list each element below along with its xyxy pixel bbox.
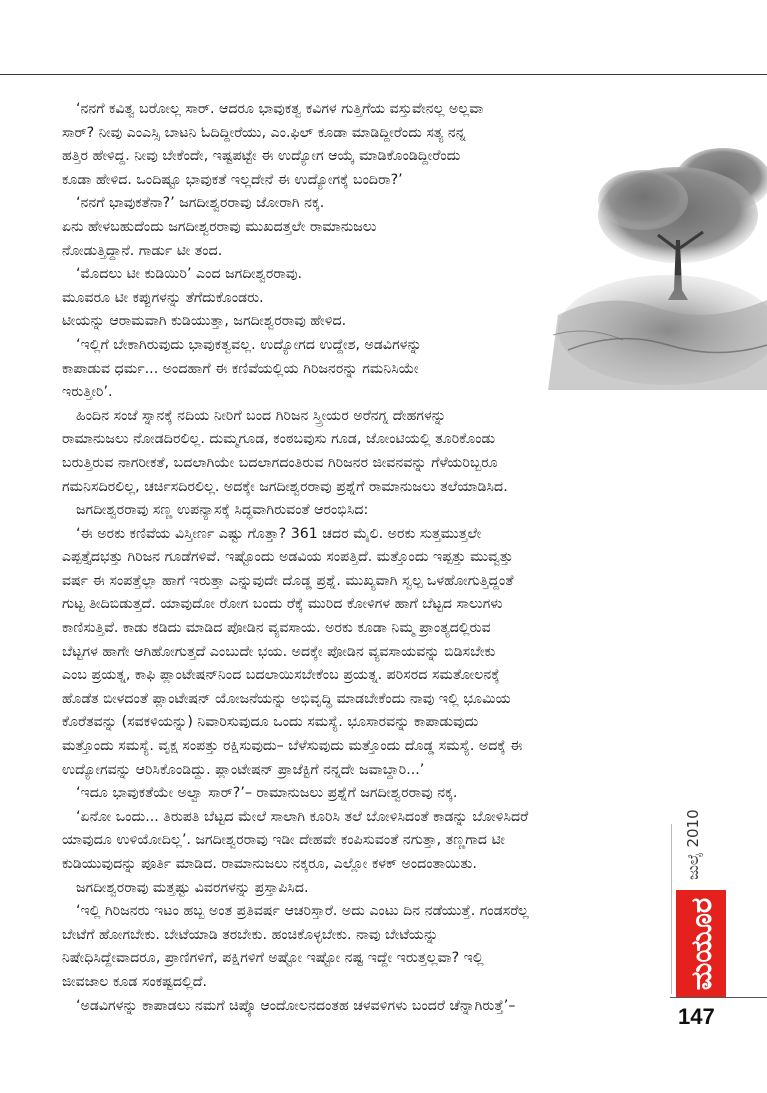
article-line: ಕಾಪಾಡುವ ಧರ್ಮ... ಅಂದಹಾಗೆ ಈ ಕಣಿವೆಯಲ್ಲಿಯ ಗಿರಿಜನರನ್ನು ಗಮನಿಸಿಯೇ — [62, 360, 419, 377]
article-line: ಹೊಡೆತ ಬೀಳದಂತೆ ಪ್ಲಾಂಟೇಷನ್ ಯೋಜನೆಯನ್ನು ಅಭಿವೃದ್ಧಿ ಮಾಡಬೇಕೆಂದು ನಾವು ಇಲ್ಲಿ ಭೂಮಿಯ — [62, 690, 511, 707]
article-line: ಹಿಂದಿನ ಸಂಜೆ ಸ್ನಾನಕ್ಕೆ ನದಿಯ ನೀರಿಗೆ ಬಂದ ಗಿರಿಜನ ಸ್ತ್ರೀಯರ ಅರೆನಗ್ನ ದೇಹಗಳನ್ನು — [76, 407, 447, 424]
page-number: 147 — [678, 1004, 715, 1029]
magazine-masthead: ಮಯೂರ — [676, 890, 726, 998]
article-line: ವರ್ಷ ಈ ಸಂಪತ್ತೆಲ್ಲಾ ಹಾಗೆ ಇರುತ್ತಾ ಎನ್ನುವುದೇ ದೊಡ್ಡ ಪ್ರಶ್ನೆ. ಮುಖ್ಯವಾಗಿ ಸ್ವಲ್ಪ ಒಳಹೋಗುತ್ತಿದ್ದಂತೆ — [62, 572, 514, 589]
article-line: ‘ಈ ಅರಕು ಕಣಿವೆಯ ವಿಸ್ತೀರ್ಣ ಎಷ್ಟು ಗೊತ್ತಾ? 361 ಚದರ ಮೈಲಿ. ಅರಕು ಸುತ್ತಮುತ್ತಲೇ — [76, 525, 482, 542]
article-line: ಹತ್ತಿರ ಹೇಳಿದ್ದ. ನೀವು ಬೇಕೆಂದೇ, ಇಷ್ಟಪಟ್ಟೇ ಈ ಉದ್ಯೋಗ ಆಯ್ಕೆ ಮಾಡಿಕೊಂಡಿದ್ದೀರೆಂದು — [62, 148, 461, 165]
top-rule — [0, 74, 767, 75]
article-line: ‘ಇದೂ ಭಾವುಕತೆಯೇ ಅಲ್ವಾ ಸಾರ್?’– ರಾಮಾನುಜಲು ಪ್ರಶ್ನೆಗೆ ಜಗದೀಶ್ವರರಾವು ನಕ್ಕ. — [76, 785, 458, 802]
article-line: ಟೀಯನ್ನು ಆರಾಮವಾಗಿ ಕುಡಿಯುತ್ತಾ, ಜಗದೀಶ್ವರರಾವು ಹೇಳಿದ. — [62, 313, 347, 330]
article-line: ಸಾರ್? ನೀವು ಎಂಎಸ್ಸಿ ಬಾಟನಿ ಓದಿದ್ದೀರೆಯು, ಎಂ.ಫಿಲ್ ಕೂಡಾ ಮಾಡಿದ್ದೀರೆಂದು ಸತ್ಯ ನನ್ನ — [62, 124, 466, 141]
article-line: ಮೂವರೂ ಟೀ ಕಪ್ಪುಗಳನ್ನು ತೆಗೆದುಕೊಂಡರು. — [62, 289, 264, 306]
article-line: ಇರುತ್ತೀರಿ’. — [62, 384, 113, 401]
article-line: ‘ಮೊದಲು ಟೀ ಕುಡಿಯಿರಿ’ ಎಂದ ಜಗದೀಶ್ವರರಾವು. — [76, 266, 302, 283]
article-line: ಕೂಡಾ ಹೇಳಿದ. ಒಂದಿಷ್ಟೂ ಭಾವುಕತೆ ಇಲ್ಲದೇನೆ ಈ ಉದ್ಯೋಗಕ್ಕೆ ಬಂದಿರಾ?’ — [62, 171, 403, 188]
article-line: ಗಮನಿಸದಿರಲಿಲ್ಲ, ಚರ್ಚಿಸದಿರಲಿಲ್ಲ. ಅದಕ್ಕೇ ಜಗದೀಶ್ವರರಾವು ಪ್ರಶ್ನೆಗೆ ರಾಮಾನುಜಲು ತಲೆಯಾಡಿಸಿದ. — [62, 478, 508, 495]
article-line: ‘ಇಲ್ಲಿ ಗಿರಿಜನರು ಇಟಂ ಹಬ್ಬ ಅಂತ ಪ್ರತಿವರ್ಷ ಆಚರಿಸ್ತಾರೆ. ಅದು ಎಂಟು ದಿನ ನಡೆಯುತ್ತೆ. ಗಂಡಸರೆಲ್ಲ — [76, 903, 529, 920]
article-line: ಕೊರೆತವನ್ನು (ಸವಕಳಿಯನ್ನು) ನಿವಾರಿಸುವುದೂ ಒಂದು ಸಮಸ್ಯೆ. ಭೂಸಾರವನ್ನು ಕಾಪಾಡುವುದು — [62, 714, 479, 731]
article-line: ಕುಡಿಯುವುದನ್ನು ಪೂರ್ತಿ ಮಾಡಿದ. ರಾಮಾನುಜಲು ನಕ್ಕರೂ, ಎಲ್ಲೋ ಕಳಕ್ ಅಂದಂತಾಯಿತು. — [62, 856, 477, 872]
article-body — [62, 98, 662, 1018]
article-line: ಏನು ಹೇಳಬಹುದೆಂದು ಜಗದೀಶ್ವರರಾವು ಮುಖದತ್ತಲೇ ರಾಮಾನುಜಲು — [62, 218, 377, 235]
article-line: ನಿಷೇಧಿಸಿದ್ದೇವಾದರೂ, ಪ್ರಾಣಿಗಳಿಗೆ, ಪಕ್ಷಿಗಳಿಗೆ ಅಷ್ಟೋ ಇಷ್ಟೋ ನಷ್ಟ ಇದ್ದೇ ಇರುತ್ತಲ್ಲವಾ? ಇಲ್ಲಿ — [62, 950, 484, 967]
article-line: ಗುಟ್ಟ ತೀದಿಬಿಡುತ್ತದೆ. ಯಾವುದೋ ರೋಗ ಬಂದು ರೆಕ್ಕೆ ಮುರಿದ ಕೋಳಿಗಳ ಹಾಗೆ ಬೆಟ್ಟದ ಸಾಲುಗಳು — [62, 596, 503, 613]
article-line: ನೋಡುತ್ತಿದ್ದಾನೆ. ಗಾರ್ಡು ಟೀ ತಂದ. — [62, 242, 223, 259]
article-line: ಬೆಟ್ಟಗಳ ಹಾಗೇ ಆಗಿಹೋಗುತ್ತದೆ ಎಂಬುದೇ ಭಯ. ಅದಕ್ಕೇ ಪೋಡಿನ ವ್ಯವಸಾಯವನ್ನು ಬಿಡಿಸಬೇಕು — [62, 643, 496, 660]
article-line: ಜಗದೀಶ್ವರರಾವು ಮತ್ತಷ್ಟು ವಿವರಗಳನ್ನು ಪ್ರಸ್ತಾಪಿಸಿದ. — [76, 879, 309, 896]
article-line: ಉದ್ಯೋಗವನ್ನು ಆರಿಸಿಕೊಂಡಿದ್ದು. ಪ್ಲಾಂಟೇಷನ್ ಪ್ರಾಜೆಕ್ಟಿಗೆ ನನ್ನದೇ ಜವಾಬ್ದಾರಿ...’ — [62, 761, 425, 778]
article-line: ರಾಮಾನುಜಲು ನೋಡದಿರಲಿಲ್ಲ. ದುಮ್ಮಗೂಡ, ಕಂಠಬವುಸು ಗೂಡ, ಜೋಂಟಿಯಲ್ಲಿ ತೂರಿಕೊಂಡು — [62, 431, 496, 448]
footer-rule — [670, 997, 767, 998]
article-line: ಬರುತ್ತಿರುವ ನಾಗರೀಕತೆ, ಬದಲಾಗಿಯೇ ಬದಲಾಗದಂತಿರುವ ಗಿರಿಜನರ ಜೀವನವನ್ನು ಗೆಳೆಯರಿಬ್ಬರೂ — [62, 454, 498, 471]
article-line: ಮತ್ತೊಂದು ಸಮಸ್ಯೆ. ವೃಕ್ಷ ಸಂಪತ್ತು ರಕ್ಷಿಸುವುದು– ಬೆಳೆಸುವುದು ಮತ್ತೊಂದು ದೊಡ್ಡ ಸಮಸ್ಯೆ. ಅದಕ್ಕೆ ಈ — [62, 738, 523, 755]
article-line: ‘ಇಲ್ಲಿಗೆ ಬೇಕಾಗಿರುವುದು ಭಾವುಕತ್ವವಲ್ಲ. ಉದ್ಯೋಗದ ಉದ್ದೇಶ, ಅಡವಿಗಳನ್ನು — [76, 336, 422, 353]
side-rule — [671, 824, 672, 994]
article-line: ಕಾಣಿಸುತ್ತಿವೆ. ಕಾಡು ಕಡಿದು ಮಾಡಿದ ಪೋಡಿನ ವ್ಯವಸಾಯ. ಅರಕು ಕೂಡಾ ನಿಮ್ಮ ಪ್ರಾಂತ್ಯದಲ್ಲಿರುವ — [62, 620, 491, 637]
article-line: ಜೀವಜಾಲ ಕೂಡ ಸಂಕಷ್ಟದಲ್ಲಿದೆ. — [62, 973, 207, 990]
article-line: ‘ಅಡವಿಗಳನ್ನು ಕಾಪಾಡಲು ನಮಗೆ ಚಿಪ್ಕೊ ಆಂದೋಲನದಂತಹ ಚಳವಳಿಗಳು ಬಂದರೆ ಚೆನ್ನಾಗಿರುತ್ತೆ’– — [76, 997, 516, 1014]
article-line: ‘ನನಗೆ ಕವಿತ್ವ ಬರೋಲ್ಲ ಸಾರ್. ಆದರೂ ಭಾವುಕತ್ವ ಕವಿಗಳ ಗುತ್ತಿಗೆಯ ವಸ್ತುವೇನಲ್ಲ ಅಲ್ಲವಾ — [76, 101, 484, 117]
article-line: ‘ಏನೋ ಒಂದು... ತಿರುಪತಿ ಬೆಟ್ಟದ ಮೇಲೆ ಸಾಲಾಗಿ ಕೂರಿಸಿ ತಲೆ ಬೋಳಿಸಿದಂತೆ ಕಾಡನ್ನು ಬೋಳಿಸಿದರೆ — [76, 808, 529, 825]
article-line: ಎಂಬ ಪ್ರಯತ್ನ, ಕಾಫಿ ಪ್ಲಾಂಟೇಷನ್‌ನಿಂದ ಬದಲಾಯಿಸಬೇಕೆಂಬ ಪ್ರಯತ್ನ. ಪರಿಸರದ ಸಮತೋಲನಕ್ಕೆ — [62, 667, 500, 684]
issue-date: ಜುಲೈ 2010 — [684, 809, 702, 880]
article-line: ಬೇಟೆಗೆ ಹೋಗಬೇಕು. ಬೇಟೆಯಾಡಿ ತರಬೇಕು. ಹಂಚಿಕೊಳ್ಳಬೇಕು. ನಾವು ಬೇಟೆಯನ್ನು — [62, 926, 439, 943]
article-line: ‘ನನಗೆ ಭಾವುಕತೆನಾ?’ ಜಗದೀಶ್ವರರಾವು ಜೋರಾಗಿ ನಕ್ಕ. — [76, 195, 325, 212]
article-line: ಯಾವುದೂ ಉಳಿಯೋದಿಲ್ಲ’. ಜಗದೀಶ್ವರರಾವು ಇಡೀ ದೇಹವೇ ಕಂಪಿಸುವಂತೆ ನಗುತ್ತಾ, ತಣ್ಣಗಾದ ಟೀ — [62, 832, 505, 849]
article-line: ಎಪ್ಪತ್ತೈದಭತ್ತು ಗಿರಿಜನ ಗೂಡೆಗಳಿವೆ. ಇಷ್ಟೊಂದು ಅಡವಿಯ ಸಂಪತ್ತಿದೆ. ಮತ್ತೊಂದು ಇಪ್ಪತ್ತು ಮುವ್ವತ್ತು — [62, 549, 514, 566]
article-line: ಜಗದೀಶ್ವರರಾವು ಸಣ್ಣ ಉಪನ್ಯಾಸಕ್ಕೆ ಸಿದ್ಧವಾಗಿರುವಂತೆ ಆರಂಭಿಸಿದ: — [76, 502, 369, 519]
